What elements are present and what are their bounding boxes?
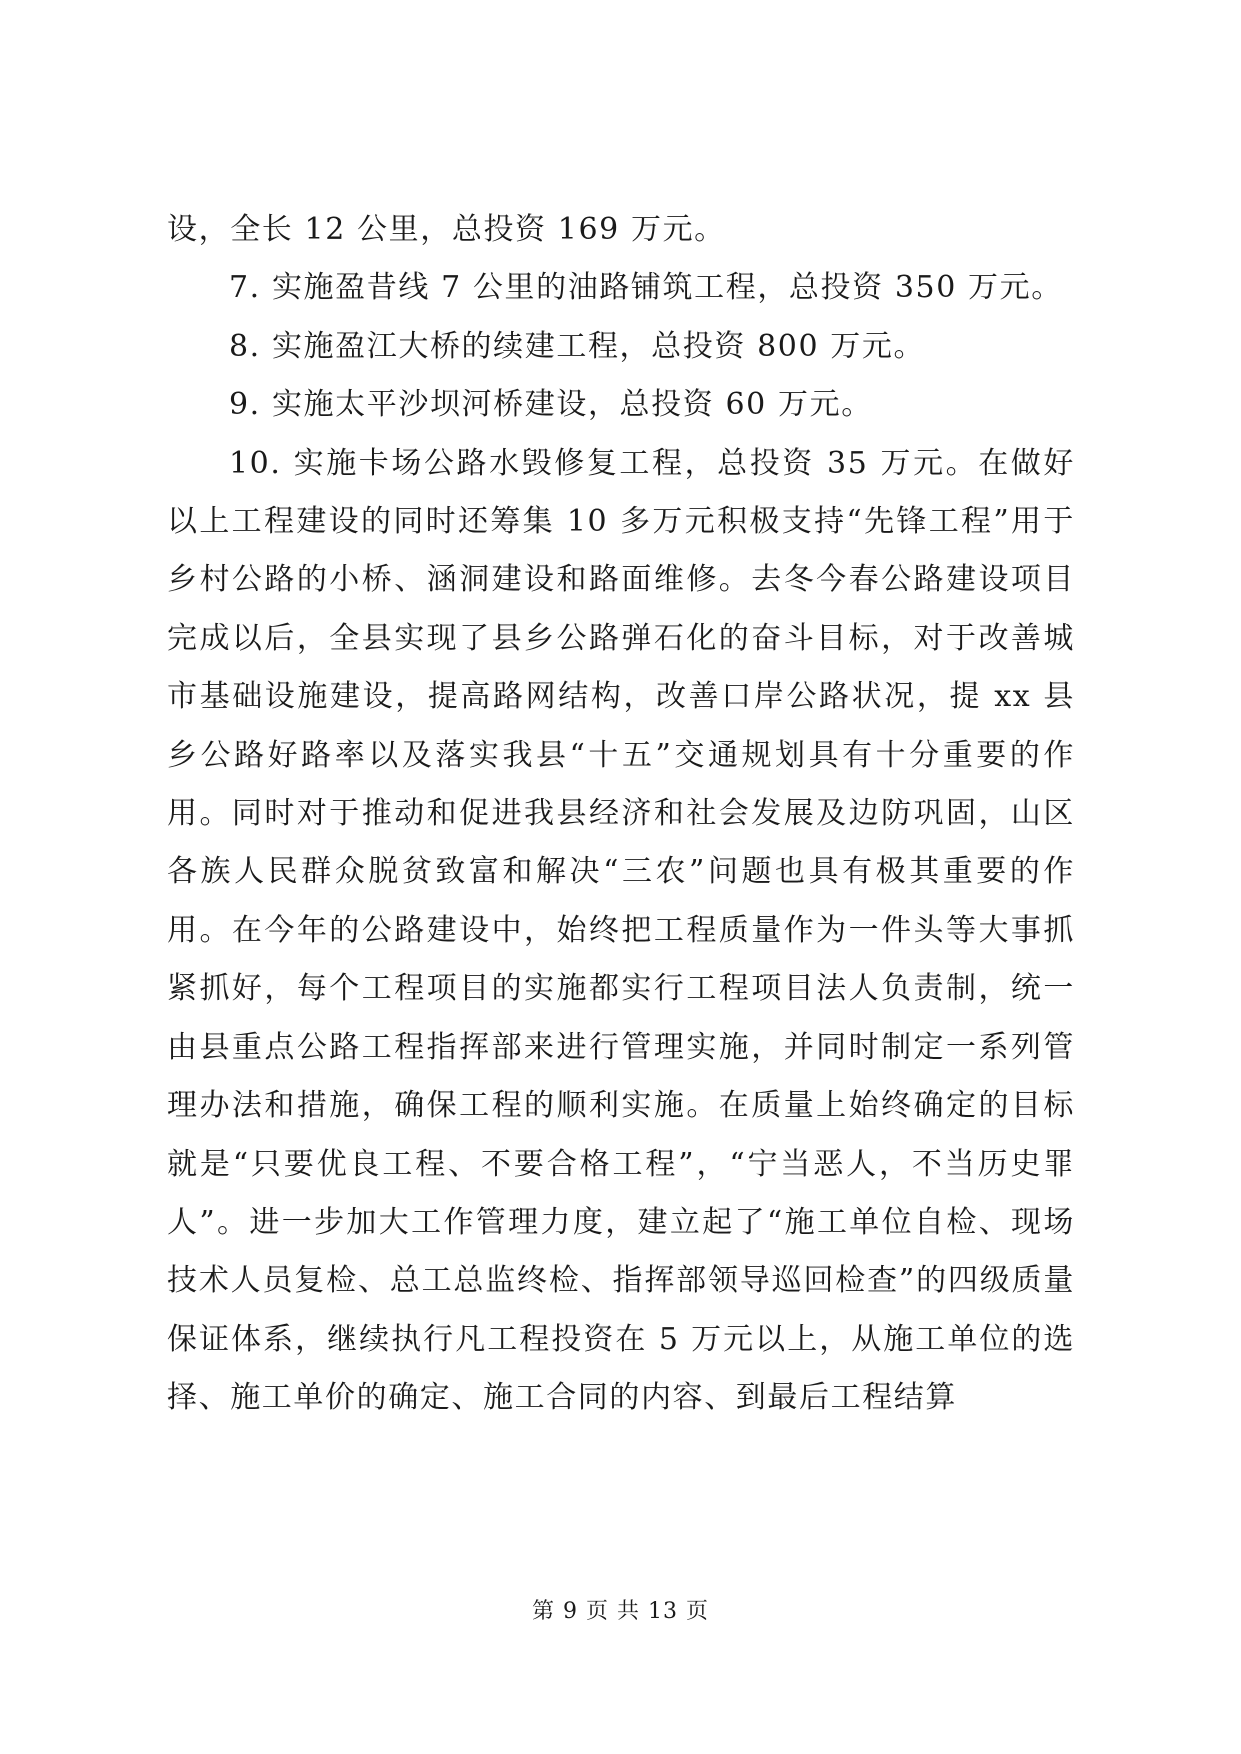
paragraph-item-8: 8. 实施盈江大桥的续建工程，总投资 800 万元。 xyxy=(229,328,926,364)
paragraph-item-9: 9. 实施太平沙坝河桥建设，总投资 60 万元。 xyxy=(229,387,873,423)
paragraph-item-10: 10. 实施卡场公路水毁修复工程，总投资 35 万元。在做好以上工程建设的同时还筹集 10 多万元积极支持“先锋工程”用于乡村公路的小桥、涵洞建设和路面维修。去冬今春公路建设项目完成以后，全县实现了县乡公路弹石化的奋斗目标，对于改善城市基础设施建设，提高路网结构，改善口岸公路状况，提 xx 县乡公路好路率以及落实我县“十五”交通规划具有十分重要的作用。同时对于推动和促进我县经济和社会发展及边防巩固，山区各族人民群众脱贫致富和解决“三农”问题也具有极其重要的作用。在今年的公路建设中，始终把工程质量作为一件头等大事抓紧抓好，每个工程项目的实施都实行工程项目法人负责制，统一由县重点公路工程指挥部来进行管理实施，并同时制定一系列管理办法和措施，确保工程的顺利实施。在质量上始终确定的目标就是“只要优良工程、不要合格工程”，“宁当恶人，不当历史罪人”。进一步加大工作管理力度，建立起了“施工单位自检、现场技术人员复检、总工总监终检、指挥部领导巡回检查”的四级质量保证体系，继续执行凡工程投资在 5 万元以上，从施工单位的选择、施工单价的确定、施工合同的内容、到最后工程结算 xyxy=(167,445,1075,1416)
paragraph-continuation: 设，全长 12 公里，总投资 169 万元。 xyxy=(167,212,726,247)
body-text xyxy=(167,201,1075,1428)
paragraph-item-7: 7. 实施盈昔线 7 公里的油路铺筑工程，总投资 350 万元。 xyxy=(229,270,1063,306)
page-footer: 第 9 页 共 13 页 xyxy=(532,1599,709,1624)
